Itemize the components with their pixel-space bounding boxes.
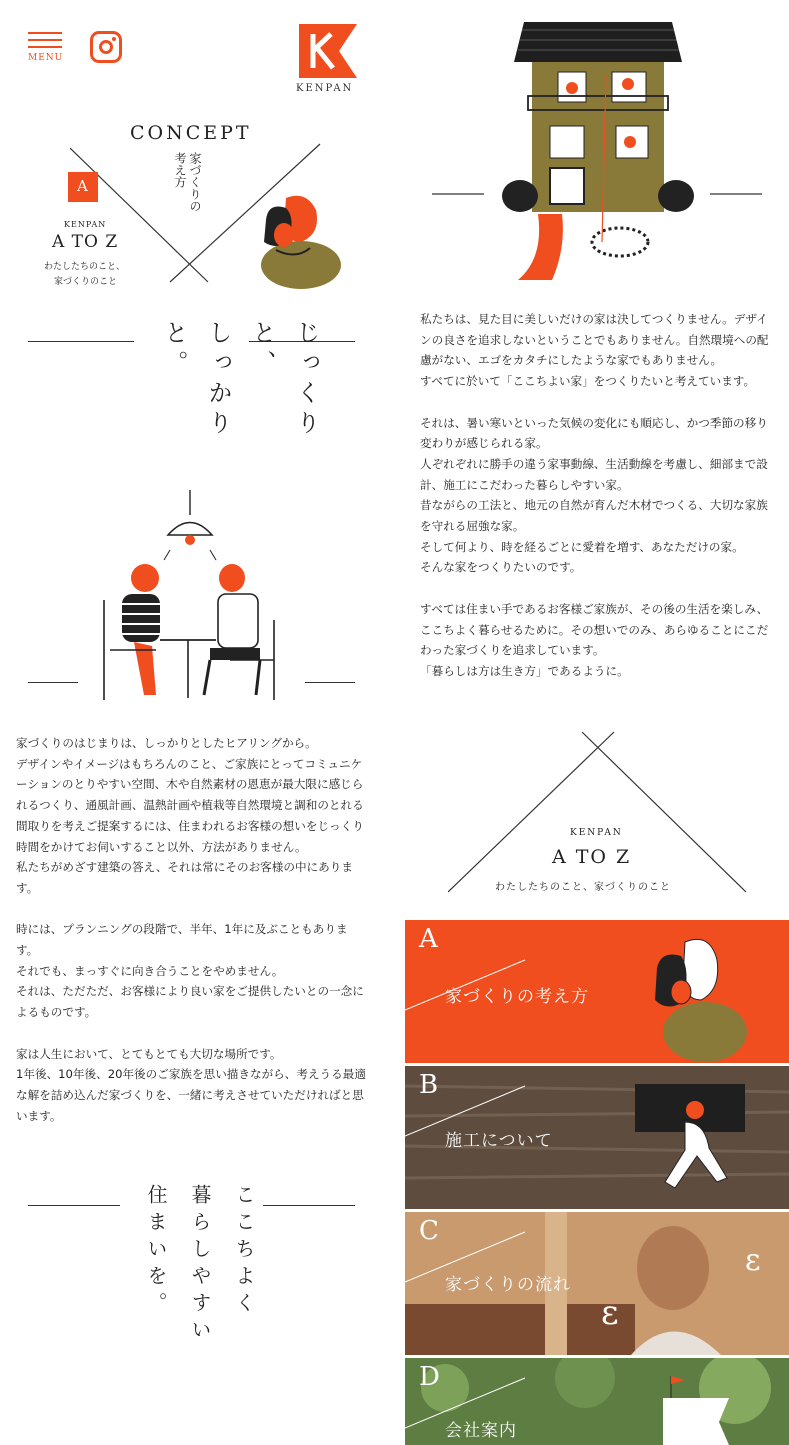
hugging-couple-illustration	[246, 190, 342, 290]
philosophy-text-right: 私たちは、見た目に美しいだけの家は決してつくりません。デザインの良さを追求しないということでもありません。自然環境への配慮がない、エゴをカタチにしたような家でもありません。 すべてに於いて「ここちよい家」をつくりたいと考えています。 それは、暑い寒いといった気候の変化にも順応し、かつ季節の移り変わりが感じられる家。 人ぞれぞれに勝手の違う家事動線、生活動線を考慮し、細部まで設計、施工にこだわった暮らしやすい家。 昔ながらの工法と、地元の自然が育んだ木材でつくる、大切な家族を守れる屈強な家。 そして何より、時を経るごとに愛着を増す、あなただけの家。 そんな家をつくりたいのです。 すべては住まい手であるお客様ご家族が、その後の生活を楽しみ、ここちよく暮らせるために。その想いでのみ、あらゆることにこだわった家づくりを追求しています。 「暮らしは方は生き方」であるように。	[420, 312, 769, 678]
menu-button[interactable]	[28, 32, 66, 68]
card-title: 家づくりの考え方	[445, 987, 589, 1007]
atoz-tagline: わたしたちのこと、家づくりのこと	[495, 882, 671, 893]
menu-card-company[interactable]	[405, 1358, 789, 1445]
menu-card-concept[interactable]	[405, 920, 789, 1063]
philosophy-text-left: 家づくりのはじまりは、しっかりとしたヒアリングから。 デザインやイメージはもちろんのこと、ご家族にとってコミュニケーションのとりやすい空間、木や自然素材の恩恵が最大限に感じられるつくり、通風計画、温熱計画や植栽等自然環境と調和のとれる間取りを考えご提案するには、住まわれるお客様の想いをじっくり時間をかけてお伺いすること以外、方法がありません。 私たちがめざす建築の答え、それは常にそのお客様の中にあります。 時には、プランニングの段階で、半年、1年に及ぶこともあります。 それでも、まっすぐに向き合うことをやめません。 それは、ただただ、お客様により良い家をご提供したいとの一念によるものです。 家は人生において、とてもとても大切な場所です。 1年後、10年後、20年後のご家族を思い描きながら、考えうる最適な解を詰め込んだ家づくりを、一緒に考えさせていただければと思います。	[16, 736, 366, 1123]
pendant-lamp-illustration	[160, 490, 220, 565]
menu-card-construction[interactable]	[405, 1066, 789, 1209]
catch-copy-2: ここちよく 暮らしやすい 住まいを。	[144, 1184, 256, 1346]
svg-text:ɛ: ɛ	[745, 1243, 761, 1278]
card-title: 家づくりの流れ	[445, 1275, 571, 1295]
svg-text:ɛ: ɛ	[601, 1293, 619, 1333]
concept-subtitle: 家づくりの考え方	[173, 152, 202, 212]
concept-heading: CONCEPT	[130, 122, 252, 144]
card-title: 施工について	[445, 1131, 553, 1151]
card-letter: C	[419, 1216, 439, 1246]
atoz-roof-lines	[448, 728, 748, 896]
concept-atoz: A TO Z	[52, 232, 119, 252]
kenpan-logo[interactable]	[297, 22, 359, 80]
atoz-title: A TO Z	[552, 846, 632, 868]
hamburger-icon	[28, 32, 62, 34]
concept-brand: KENPAN	[64, 220, 107, 229]
logo-wordmark: KENPAN	[296, 83, 354, 94]
talking-couple-illustration	[100, 560, 280, 705]
catch-copy-1: じっくりと、 しっかりと。	[160, 320, 320, 440]
menu-label: MENU	[28, 53, 64, 63]
card-letter: B	[419, 1070, 439, 1100]
atoz-brand: KENPAN	[570, 828, 623, 838]
concept-tagline-1: わたしたちのこと、	[44, 262, 126, 272]
concept-tagline-2: 家づくりのこと	[54, 277, 118, 287]
card-letter: D	[419, 1362, 440, 1392]
concept-badge: A	[68, 172, 98, 202]
instagram-icon[interactable]	[90, 31, 122, 63]
menu-card-flow[interactable]	[405, 1212, 789, 1355]
card-letter: A	[419, 924, 438, 954]
card-title: 会社案内	[445, 1421, 517, 1441]
house-illustration	[432, 18, 764, 286]
